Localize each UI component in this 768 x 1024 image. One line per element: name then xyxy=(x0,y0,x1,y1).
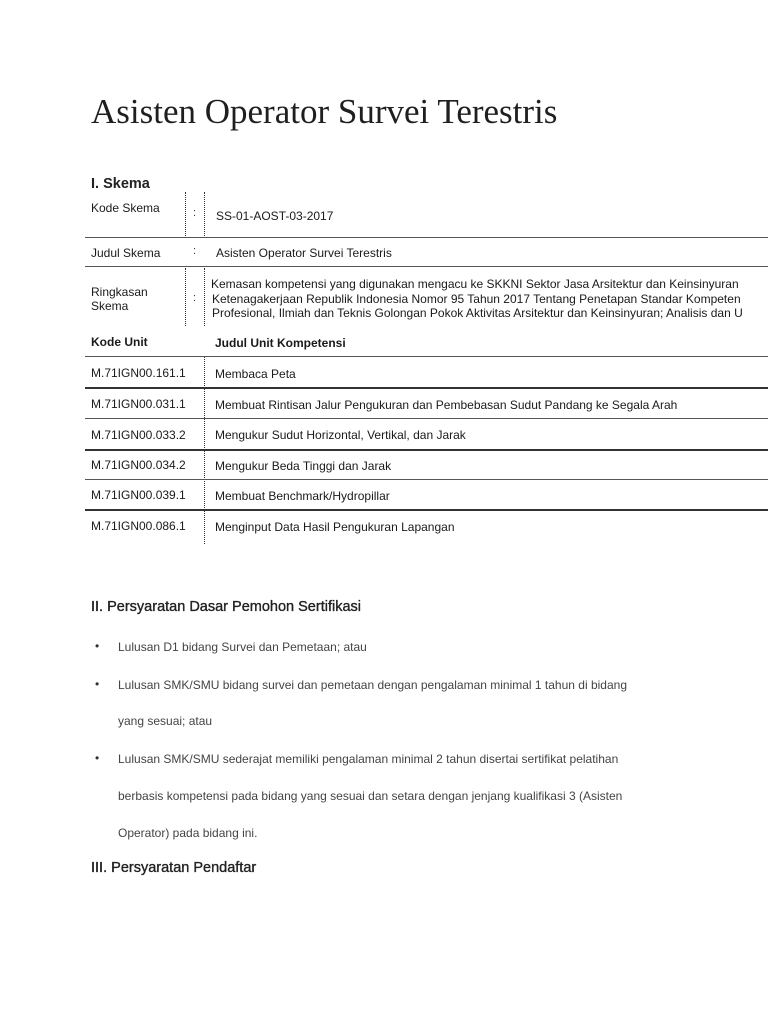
column-divider xyxy=(204,268,205,326)
unit-code: M.71IGN00.034.2 xyxy=(91,458,186,472)
bullet-point: • xyxy=(95,751,100,765)
unit-title: Membaca Peta xyxy=(215,367,296,381)
judul-skema-label: Judul Skema xyxy=(91,246,161,260)
column-divider xyxy=(185,192,186,236)
page-title: Asisten Operator Survei Terestris xyxy=(91,92,558,131)
unit-title: Membuat Rintisan Jalur Pengukuran dan Pembebasan Sudut Pandang ke Segala Arah xyxy=(215,398,678,412)
unit-title: Membuat Benchmark/Hydropillar xyxy=(215,489,390,503)
kode-skema-label: Kode Skema xyxy=(91,201,160,215)
requirement-text: Lulusan SMK/SMU bidang survei dan pemetaan dengan pengalaman minimal 1 tahun di bidang xyxy=(118,678,627,692)
row-divider xyxy=(85,266,768,267)
unit-code: M.71IGN00.086.1 xyxy=(91,519,186,533)
bullet-point: • xyxy=(95,639,100,653)
unit-title: Mengukur Sudut Horizontal, Vertikal, dan Jarak xyxy=(215,428,466,442)
row-divider xyxy=(85,418,768,419)
unit-code: M.71IGN00.161.1 xyxy=(91,366,186,380)
column-divider xyxy=(204,192,205,236)
row-divider xyxy=(85,356,768,357)
judul-skema-value: Asisten Operator Survei Terestris xyxy=(216,246,392,260)
row-divider xyxy=(85,509,768,511)
requirement-text: Lulusan D1 bidang Survei dan Pemetaan; atau xyxy=(118,640,367,654)
unit-title: Mengukur Beda Tinggi dan Jarak xyxy=(215,459,392,473)
colon-separator: : xyxy=(193,245,197,257)
section-heading-persyaratan-dasar: II. Persyaratan Dasar Pemohon Sertifikasi xyxy=(91,599,361,615)
row-divider xyxy=(85,479,768,480)
row-divider xyxy=(85,237,768,238)
bullet-point: • xyxy=(95,677,100,691)
row-divider xyxy=(85,449,768,451)
row-divider xyxy=(85,387,768,389)
unit-code: M.71IGN00.031.1 xyxy=(91,397,186,411)
requirement-text: yang sesuai; atau xyxy=(118,714,213,728)
colon-separator: : xyxy=(193,207,197,219)
ringkasan-text-line: Ketenagakerjaan Republik Indonesia Nomor 95 Tahun 2017 Tentang Penetapan Standar Kompeten xyxy=(212,292,741,306)
requirement-text: berbasis kompetensi pada bidang yang sesuai dan setara dengan jenjang kualifikasi 3 (Asisten xyxy=(118,789,623,803)
unit-title-header: Judul Unit Kompetensi xyxy=(215,336,346,350)
section-heading-skema: I. Skema xyxy=(91,176,150,192)
unit-code: M.71IGN00.033.2 xyxy=(91,428,186,442)
unit-code: M.71IGN00.039.1 xyxy=(91,488,186,502)
requirement-text: Lulusan SMK/SMU sederajat memiliki pengalaman minimal 2 tahun disertai sertifikat pelatihan xyxy=(118,752,619,766)
requirement-text: Operator) pada bidang ini. xyxy=(118,826,258,840)
column-divider xyxy=(185,268,186,326)
ringkasan-text-line: Profesional, Ilmiah dan Teknis Golongan Pokok Aktivitas Arsitektur dan Keinsinyuran; Analisis dan U xyxy=(212,306,743,320)
unit-code-header: Kode Unit xyxy=(91,335,148,349)
colon-separator: : xyxy=(193,292,197,304)
section-heading-persyaratan-pendaftar: III. Persyaratan Pendaftar xyxy=(91,860,257,876)
kode-skema-value: SS-01-AOST-03-2017 xyxy=(216,209,334,223)
unit-title: Menginput Data Hasil Pengukuran Lapangan xyxy=(215,520,455,534)
ringkasan-label: Skema xyxy=(91,299,129,313)
ringkasan-text-line: Kemasan kompetensi yang digunakan mengacu ke SKKNI Sektor Jasa Arsitektur dan Keinsinyuran xyxy=(211,277,739,291)
ringkasan-label: Ringkasan xyxy=(91,285,148,299)
